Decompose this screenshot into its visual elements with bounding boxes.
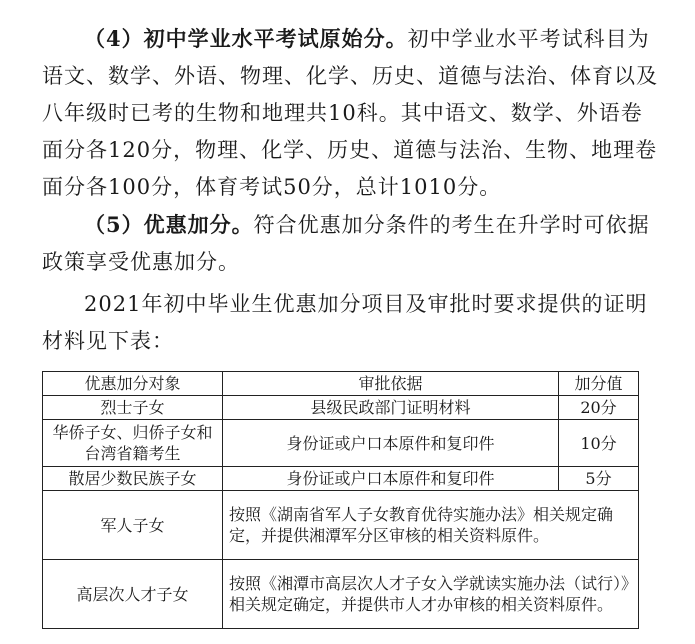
- paragraph-bonus-points-body: 符合优惠加分条件的考生在升学时可依据政策享受优惠加分。: [42, 213, 650, 274]
- paragraph-bonus-points-title: （5）优惠加分。: [84, 212, 254, 237]
- table-row: [43, 467, 639, 491]
- row-basis: 按照《湖南省军人子女教育优待实施办法》相关规定确定，并提供湘潭军分区审核的相关资料原件。: [223, 491, 639, 560]
- paragraph-exam-scores-body: 初中学业水平考试科目为语文、数学、外语、物理、化学、历史、道德与法治、体育以及八年级时已考的生物和地理共10科。其中语文、数学、外语卷面分各120分，物理、化学、历史、道德与法治、生物、地理卷面分各100分，体育考试50分，总计1010分。: [42, 27, 658, 199]
- row-basis: 县级民政部门证明材料: [223, 396, 559, 420]
- header-basis: 审批依据: [223, 372, 559, 396]
- row-basis: 身份证或户口本原件和复印件: [223, 420, 559, 467]
- row-value: 10分: [559, 420, 639, 467]
- paragraph-bonus-points: [42, 206, 662, 281]
- table-row: [43, 396, 639, 420]
- row-target: 散居少数民族子女: [43, 467, 223, 491]
- table-row: [43, 420, 639, 467]
- row-target: 烈士子女: [43, 396, 223, 420]
- table-row: [43, 491, 639, 560]
- row-target: 华侨子女、归侨子女和台湾省籍考生: [43, 420, 223, 467]
- row-value: 20分: [559, 396, 639, 420]
- row-value: 5分: [559, 467, 639, 491]
- table-header-row: [43, 372, 639, 396]
- header-target: 优惠加分对象: [43, 372, 223, 396]
- paragraph-exam-scores-title: （4）初中学业水平考试原始分。: [84, 26, 408, 51]
- row-basis: 按照《湘潭市高层次人才子女入学就读实施办法（试行）》相关规定确定，并提供市人才办审核的相关资料原件。: [223, 560, 639, 629]
- table-row: [43, 560, 639, 629]
- paragraph-table-intro: 2021年初中毕业生优惠加分项目及审批时要求提供的证明材料见下表：: [42, 292, 648, 353]
- header-value: 加分值: [559, 372, 639, 396]
- bonus-points-table: [42, 371, 639, 629]
- paragraph-exam-scores: [42, 20, 662, 206]
- row-target: 军人子女: [43, 491, 223, 560]
- row-target: 高层次人才子女: [43, 560, 223, 629]
- row-basis: 身份证或户口本原件和复印件: [223, 467, 559, 491]
